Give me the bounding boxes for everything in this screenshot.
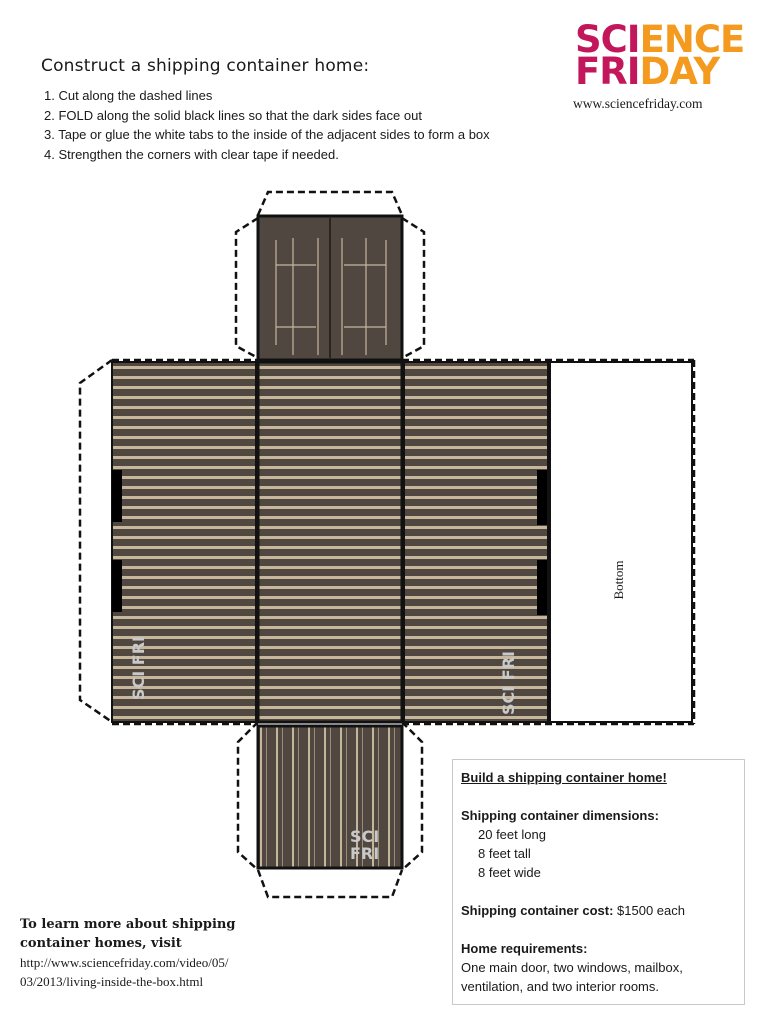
logo-text-fri: FRI	[575, 50, 640, 93]
learn-more	[20, 915, 320, 991]
learn-more-heading: To learn more about shipping	[20, 917, 236, 932]
cost-label: Shipping container cost:	[461, 903, 614, 918]
instruction-step: 1. Cut along the dashed lines	[44, 88, 213, 103]
logo-text-day: DAY	[639, 50, 720, 93]
website-url: www.sciencefriday.com	[573, 96, 703, 111]
learn-more-heading-2: container homes, visit	[20, 936, 182, 951]
info-box	[452, 759, 745, 1005]
instruction-step: 2. FOLD along the solid black lines so that the dark sides face out	[44, 107, 422, 123]
bottom-tab-cut	[258, 870, 402, 897]
learn-more-url[interactable]: http://www.sciencefriday.com/video/05/	[20, 955, 229, 970]
info-box-title: Build a shipping container home!	[461, 770, 667, 785]
panel-mark-fri: FRI	[350, 844, 380, 863]
container-end-ridged	[258, 726, 402, 868]
container-roof	[258, 362, 402, 722]
dimensions-label: Shipping container dimensions:	[461, 808, 659, 823]
requirements-label: Home requirements:	[461, 941, 588, 956]
top-tab-cut	[258, 192, 402, 215]
cost-value: $1500 each	[613, 903, 685, 918]
left-tab-cut	[80, 360, 112, 722]
bottom-left-tab-cut	[238, 722, 258, 870]
logo-text-ence: ENCE	[639, 18, 745, 61]
top-right-tab-cut	[402, 218, 424, 358]
logo-text-sci: SCI	[575, 18, 640, 61]
panel-mark: SCI FRI	[129, 636, 148, 700]
panel-mark: SCI FRI	[499, 651, 518, 715]
dimension-length: 20 feet long	[478, 827, 546, 842]
top-left-tab-cut	[236, 218, 258, 358]
cost-line	[461, 901, 736, 920]
dimension-width: 8 feet wide	[478, 865, 541, 880]
requirements-text: One main door, two windows, mailbox, ventilation, and two interior rooms.	[461, 960, 683, 994]
dimension-height: 8 feet tall	[478, 846, 531, 861]
container-side-left	[112, 362, 256, 722]
instruction-step: 4. Strengthen the corners with clear tape if needed.	[44, 146, 339, 162]
learn-more-url-2[interactable]: 03/2013/living-inside-the-box.html	[20, 974, 204, 989]
container-bottom-panel	[550, 362, 692, 722]
bottom-panel-label: Bottom	[611, 560, 626, 600]
panel-mark-sci: SCI	[350, 827, 380, 846]
instruction-step: 3. Tape or glue the white tabs to the inside of the adjacent sides to form a box	[44, 127, 490, 142]
bottom-right-tab-cut	[402, 722, 422, 870]
container-side-right	[404, 362, 548, 722]
page-title: Construct a shipping container home:	[41, 56, 370, 76]
container-end-doors	[258, 216, 402, 360]
